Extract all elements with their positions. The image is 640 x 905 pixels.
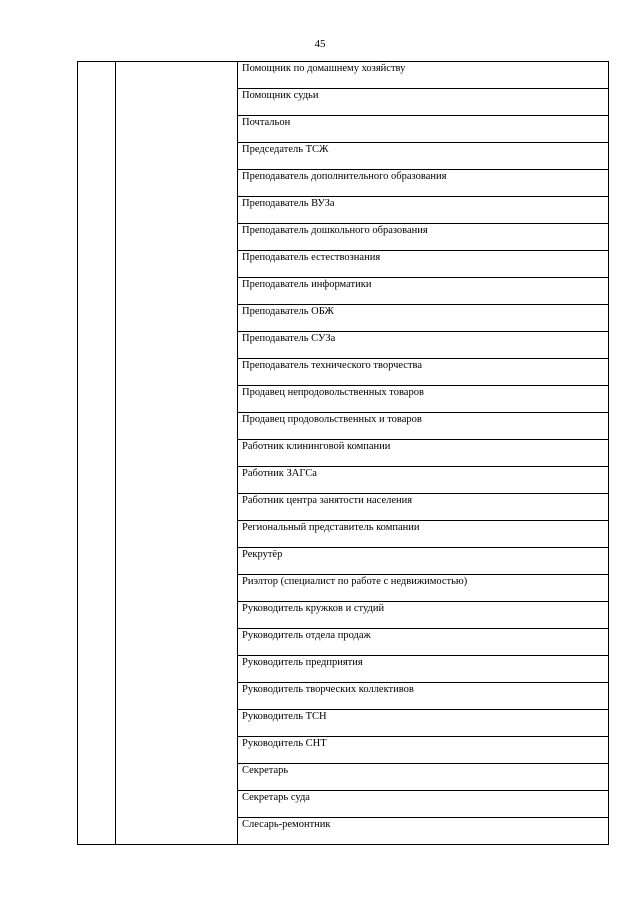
profession-cell: Председатель ТСЖ bbox=[238, 143, 609, 170]
profession-cell: Руководитель кружков и студий bbox=[238, 602, 609, 629]
profession-cell: Почтальон bbox=[238, 116, 609, 143]
profession-cell: Секретарь суда bbox=[238, 791, 609, 818]
profession-cell: Слесарь-ремонтник bbox=[238, 818, 609, 845]
page-number: 45 bbox=[314, 38, 326, 50]
profession-cell: Работник клининговой компании bbox=[238, 440, 609, 467]
profession-cell: Руководитель СНТ bbox=[238, 737, 609, 764]
profession-table bbox=[77, 61, 609, 845]
profession-cell: Преподаватель информатики bbox=[238, 278, 609, 305]
empty-column-a bbox=[78, 62, 116, 845]
profession-cell: Региональный представитель компании bbox=[238, 521, 609, 548]
profession-cell: Помощник судьи bbox=[238, 89, 609, 116]
profession-cell: Преподаватель дополнительного образования bbox=[238, 170, 609, 197]
profession-cell: Преподаватель СУЗа bbox=[238, 332, 609, 359]
profession-cell: Преподаватель ВУЗа bbox=[238, 197, 609, 224]
profession-cell: Преподаватель дошкольного образования bbox=[238, 224, 609, 251]
profession-cell: Работник центра занятости населения bbox=[238, 494, 609, 521]
empty-column-b bbox=[116, 62, 238, 845]
profession-cell: Руководитель отдела продаж bbox=[238, 629, 609, 656]
profession-cell: Преподаватель естествознания bbox=[238, 251, 609, 278]
profession-cell: Продавец продовольственных и товаров bbox=[238, 413, 609, 440]
profession-cell: Руководитель ТСН bbox=[238, 710, 609, 737]
profession-cell: Преподаватель ОБЖ bbox=[238, 305, 609, 332]
profession-cell: Руководитель творческих коллективов bbox=[238, 683, 609, 710]
profession-cell: Работник ЗАГСа bbox=[238, 467, 609, 494]
profession-cell: Руководитель предприятия bbox=[238, 656, 609, 683]
profession-cell: Преподаватель технического творчества bbox=[238, 359, 609, 386]
profession-cell: Риэлтор (специалист по работе с недвижимостью) bbox=[238, 575, 609, 602]
profession-cell: Продавец непродовольственных товаров bbox=[238, 386, 609, 413]
table-row bbox=[78, 62, 609, 89]
table-body bbox=[78, 62, 609, 845]
profession-cell: Помощник по домашнему хозяйству bbox=[238, 62, 609, 89]
profession-cell: Секретарь bbox=[238, 764, 609, 791]
profession-cell: Рекрутёр bbox=[238, 548, 609, 575]
